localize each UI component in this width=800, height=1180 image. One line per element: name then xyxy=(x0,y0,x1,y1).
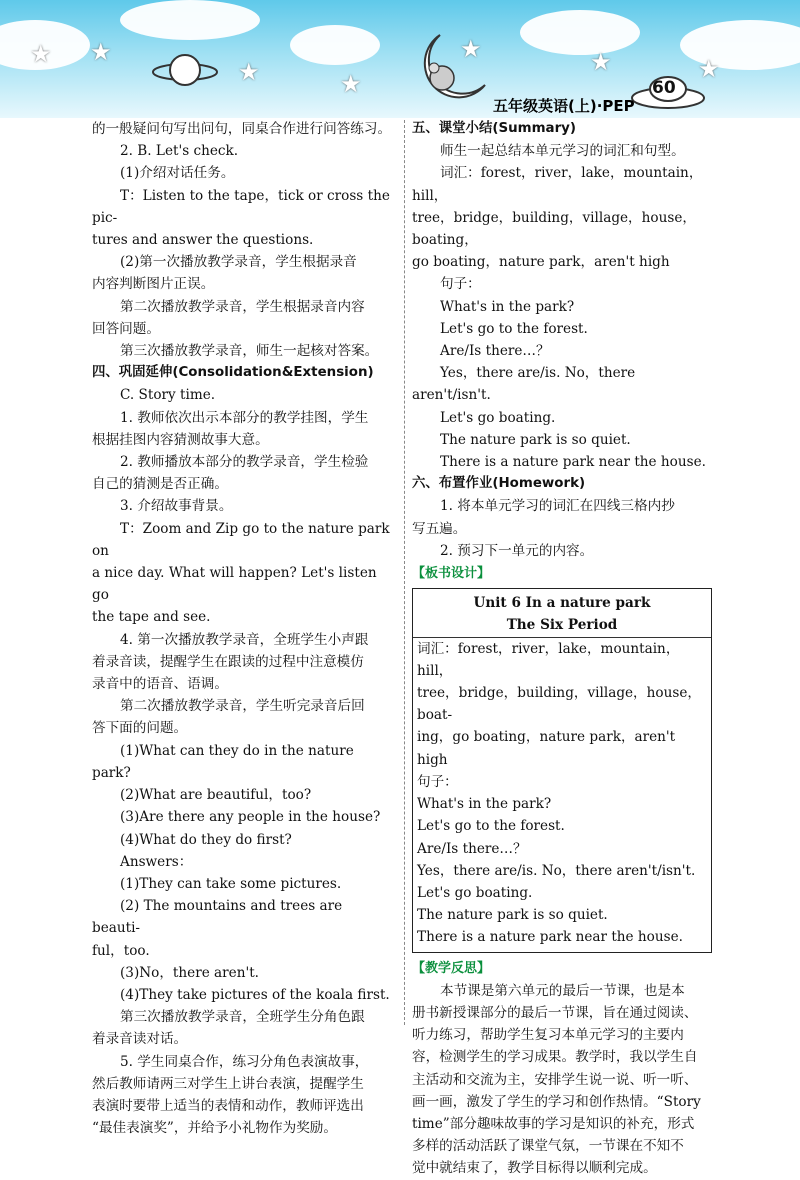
text-line: 回答问题。 xyxy=(92,320,160,337)
text-line: 本节课是第六单元的最后一节课，也是本 xyxy=(440,982,685,999)
star-icon: ★ xyxy=(90,38,112,66)
text-line: 着录音读对话。 xyxy=(92,1031,188,1048)
text-line: tures and answer the questions. xyxy=(92,232,314,249)
section-heading: 六、布置作业(Homework) xyxy=(412,476,586,492)
text-line: Let's go boating. xyxy=(417,884,533,901)
text-line: Let's go to the forest. xyxy=(440,320,588,337)
text-line: (1)What can they do in the nature park? xyxy=(92,742,354,781)
text-line: 主活动和交流为主，安排学生说一说、听一听、 xyxy=(412,1071,698,1088)
text-line: What's in the park? xyxy=(440,298,575,315)
text-line: (3)No，there aren't. xyxy=(120,964,259,981)
header-banner xyxy=(0,0,800,118)
text-line: 听力练习，帮助学生复习本单元学习的主要内 xyxy=(412,1027,684,1044)
text-line: There is a nature park near the house. xyxy=(440,454,706,471)
text-line: 词汇：forest，river，lake，mountain，hill， xyxy=(417,640,680,679)
text-line: C. Story time. xyxy=(120,387,216,404)
text-line: Answers： xyxy=(120,853,193,870)
star-icon: ★ xyxy=(698,55,720,83)
text-line: T：Zoom and Zip go to the nature park on xyxy=(92,520,390,559)
text-line: The nature park is so quiet. xyxy=(440,431,631,448)
text-line: 的一般疑问句写出问句，同桌合作进行问答练习。 xyxy=(92,121,392,137)
board-design-label: 【板书设计】 xyxy=(412,566,491,582)
text-line: There is a nature park near the house. xyxy=(417,929,683,946)
text-line: “最佳表演奖”，并给予小礼物作为奖励。 xyxy=(92,1120,337,1137)
right-column xyxy=(412,118,712,1180)
text-line: 觉中就结束了，教学目标得以顺利完成。 xyxy=(412,1160,657,1177)
text-line: tree，bridge，building，village，house，boating， xyxy=(412,209,696,249)
star-icon: ★ xyxy=(30,40,52,68)
text-line: What's in the park? xyxy=(417,796,552,813)
text-line: T：Listen to the tape，tick or cross the pic- xyxy=(92,187,390,226)
board-design-box xyxy=(412,588,712,952)
text-line: 4. 第一次播放教学录音，全班学生小声跟 xyxy=(120,631,369,648)
text-line: 多样的活动活跃了课堂气氛，一节课在不知不 xyxy=(412,1138,684,1155)
text-line: 师生一起总结本单元学习的词汇和句型。 xyxy=(440,143,685,160)
text-line: ful，too. xyxy=(92,942,150,959)
teaching-reflection-label: 【教学反思】 xyxy=(412,960,491,976)
star-icon: ★ xyxy=(590,48,612,76)
text-line: a nice day. What will happen? Let's listen go xyxy=(92,565,377,604)
text-line: (1)They can take some pictures. xyxy=(120,875,342,892)
text-line: 容，检测学生的学习成果。教学时，我以学生自 xyxy=(412,1049,698,1066)
column-divider xyxy=(404,120,405,1025)
text-line: Are/Is there…？ xyxy=(440,343,550,360)
star-icon: ★ xyxy=(460,35,482,63)
text-line: 句子： xyxy=(417,773,458,790)
board-title: Unit 6 In a nature park xyxy=(473,595,651,612)
text-line: 第二次播放教学录音，学生根据录音内容 xyxy=(120,298,365,315)
text-line: 第二次播放教学录音，学生听完录音后回 xyxy=(120,698,365,715)
text-line: Let's go to the forest. xyxy=(417,818,565,835)
text-line: Are/Is there…？ xyxy=(417,840,527,857)
text-line: 1. 将本单元学习的词汇在四线三格内抄 xyxy=(440,498,675,515)
text-line: 写五遍。 xyxy=(412,520,467,537)
text-line: 2. B. Let's check. xyxy=(120,143,239,160)
text-line: 第三次播放教学录音，师生一起核对答案。 xyxy=(120,343,379,360)
text-line: (2)What are beautiful，too? xyxy=(120,787,312,804)
text-line: 词汇：forest，river，lake，mountain，hill， xyxy=(412,165,703,204)
text-line: time”部分趣味故事的学习是知识的补充，形式 xyxy=(412,1115,695,1132)
text-line: 1. 教师依次出示本部分的教学挂图，学生 xyxy=(120,409,369,426)
text-line: (1)介绍对话任务。 xyxy=(120,165,235,182)
text-line: 自己的猜测是否正确。 xyxy=(92,476,228,493)
text-line: (4)What do they do first? xyxy=(120,831,292,848)
text-line: 句子： xyxy=(440,276,481,293)
text-line: 答下面的问题。 xyxy=(92,720,188,737)
text-line: 2. 预习下一单元的内容。 xyxy=(440,542,594,559)
text-line: go boating，nature park，aren't high xyxy=(412,254,670,271)
text-line: Yes，there are/is. No，there aren't/isn't. xyxy=(417,862,696,879)
page-title: 五年级英语(上)·PEP xyxy=(493,97,635,115)
page-number: 60 xyxy=(652,78,676,98)
text-line: 然后教师请两三对学生上讲台表演，提醒学生 xyxy=(92,1075,364,1092)
text-line: tree，bridge，building，village，house，boat- xyxy=(417,685,701,724)
text-line: the tape and see. xyxy=(92,609,211,626)
text-line: 3. 介绍故事背景。 xyxy=(120,498,233,515)
section-heading: 四、巩固延伸(Consolidation&Extension) xyxy=(92,365,374,381)
planet-icon xyxy=(150,48,220,93)
text-line: 5. 学生同桌合作，练习分角色表演故事， xyxy=(120,1053,369,1070)
text-line: ing，go boating，nature park，aren't high xyxy=(417,729,676,768)
text-line: 录音中的语音、语调。 xyxy=(92,676,228,693)
section-heading: 五、课堂小结(Summary) xyxy=(412,121,577,136)
text-line: 内容判断图片正误。 xyxy=(92,276,215,293)
board-subtitle: The Six Period xyxy=(506,617,618,634)
text-line: 第三次播放教学录音，全班学生分角色跟 xyxy=(120,1009,365,1026)
star-icon: ★ xyxy=(238,58,260,86)
star-icon: ★ xyxy=(340,70,362,98)
text-line: 册书新授课部分的最后一节课，旨在通过阅读、 xyxy=(412,1004,698,1021)
text-line: 2. 教师播放本部分的教学录音，学生检验 xyxy=(120,454,369,471)
text-line: The nature park is so quiet. xyxy=(417,907,608,924)
text-line: 着录音读，提醒学生在跟读的过程中注意模仿 xyxy=(92,653,364,670)
text-line: (2) The mountains and trees are beauti- xyxy=(92,898,343,937)
text-line: 表演时要带上适当的表情和动作，教师评选出 xyxy=(92,1097,364,1114)
text-line: 画一画，激发了学生的学习和创作热情。“Story xyxy=(412,1093,701,1110)
text-line: Let's go boating. xyxy=(440,409,556,426)
text-line: 根据挂图内容猜测故事大意。 xyxy=(92,431,269,448)
text-line: (3)Are there any people in the house? xyxy=(120,809,381,826)
text-line: (4)They take pictures of the koala first. xyxy=(120,986,390,1003)
left-column xyxy=(92,118,392,1139)
text-line: Yes，there are/is. No，there aren't/isn't. xyxy=(412,365,636,404)
moon-mouse-icon xyxy=(400,30,490,105)
text-line: (2)第一次播放教学录音，学生根据录音 xyxy=(120,254,357,271)
